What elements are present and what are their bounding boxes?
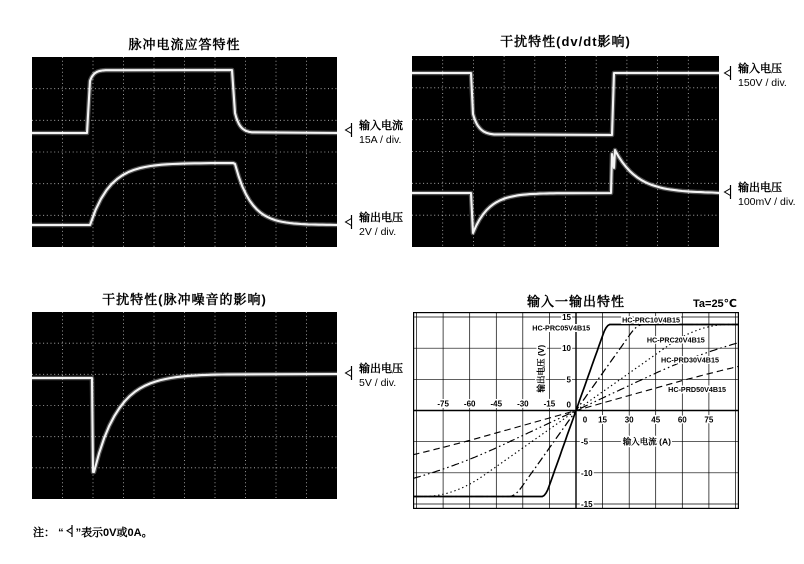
svg-text:-75: -75 (437, 399, 449, 409)
zero-level-marker-icon (343, 364, 355, 382)
footnote-prefix: 注： (33, 527, 55, 539)
trace-label-input-current (343, 119, 403, 147)
svg-text:-60: -60 (463, 399, 476, 409)
temperature-condition: Ta=25℃ (693, 298, 737, 310)
svg-text:10: 10 (562, 344, 571, 354)
svg-text:HC-PRD50V4B15: HC-PRD50V4B15 (668, 384, 727, 394)
svg-text:5: 5 (566, 375, 571, 385)
svg-text:输出电压 (V): 输出电压 (V) (536, 344, 547, 393)
trace-scale: 15A / div. (359, 134, 402, 146)
pulse-noise-title: 干扰特性(脉冲噪音的影响) (102, 292, 267, 307)
svg-text:75: 75 (704, 415, 714, 425)
dvdt-title: 干扰特性(dv/dt影响) (500, 34, 631, 49)
footnote (33, 524, 153, 540)
svg-text:0: 0 (566, 400, 571, 410)
zero-level-marker-icon (343, 213, 355, 231)
svg-text:-45: -45 (490, 399, 503, 409)
zero-level-marker-icon (722, 64, 734, 82)
trace-scale: 100mV / div. (738, 196, 796, 208)
svg-text:-15: -15 (543, 399, 556, 409)
trace-scale: 150V / div. (738, 77, 787, 89)
trace-name: 输出电压 (359, 363, 403, 375)
svg-text:-30: -30 (517, 399, 529, 409)
svg-text:15: 15 (562, 312, 571, 322)
svg-text:HC-PRC20V4B15: HC-PRC20V4B15 (646, 335, 705, 345)
svg-text:HC-PRC10V4B15: HC-PRC10V4B15 (622, 315, 680, 325)
svg-text:HC-PRC05V4B15: HC-PRC05V4B15 (532, 323, 591, 333)
zero-level-marker-icon (65, 524, 75, 538)
svg-text:HC-PRD30V4B15: HC-PRD30V4B15 (661, 355, 719, 365)
trace-scale: 2V / div. (359, 226, 397, 238)
svg-text:-10: -10 (581, 468, 593, 478)
pulse-response-oscilloscope-screen (32, 57, 337, 247)
footnote-text: 表示0V或0A。 (81, 527, 153, 539)
trace-name: 输出电压 (359, 212, 403, 224)
trace-name: 输入电压 (738, 63, 782, 75)
pulse-response-title: 脉冲电流应答特性 (128, 37, 241, 52)
zero-level-marker-icon (343, 121, 355, 139)
trace-label-output-voltage (343, 362, 403, 390)
dvdt-oscilloscope-screen (412, 56, 719, 247)
svg-text:输入电流 (A): 输入电流 (A) (622, 436, 671, 447)
svg-text:-15: -15 (581, 500, 593, 509)
footnote-close-quote: ” (75, 527, 82, 539)
svg-text:60: 60 (677, 415, 687, 425)
svg-text:45: 45 (651, 415, 661, 425)
pulse-noise-oscilloscope-screen (32, 312, 337, 499)
svg-text:30: 30 (624, 415, 634, 425)
io-chart-title: 输入一输出特性 (526, 294, 625, 309)
trace-scale: 5V / div. (359, 377, 397, 389)
trace-label-output-voltage (343, 211, 403, 239)
trace-name: 输出电压 (738, 182, 782, 194)
svg-text:0: 0 (582, 415, 588, 425)
trace-label-output-voltage (722, 181, 796, 209)
footnote-open-quote: “ (58, 527, 64, 539)
svg-text:-5: -5 (581, 437, 589, 447)
trace-label-input-voltage (722, 62, 787, 90)
trace-name: 输入电流 (359, 120, 403, 132)
zero-level-marker-icon (722, 183, 734, 201)
io-characteristics-chart (413, 312, 739, 509)
svg-text:15: 15 (598, 415, 608, 425)
